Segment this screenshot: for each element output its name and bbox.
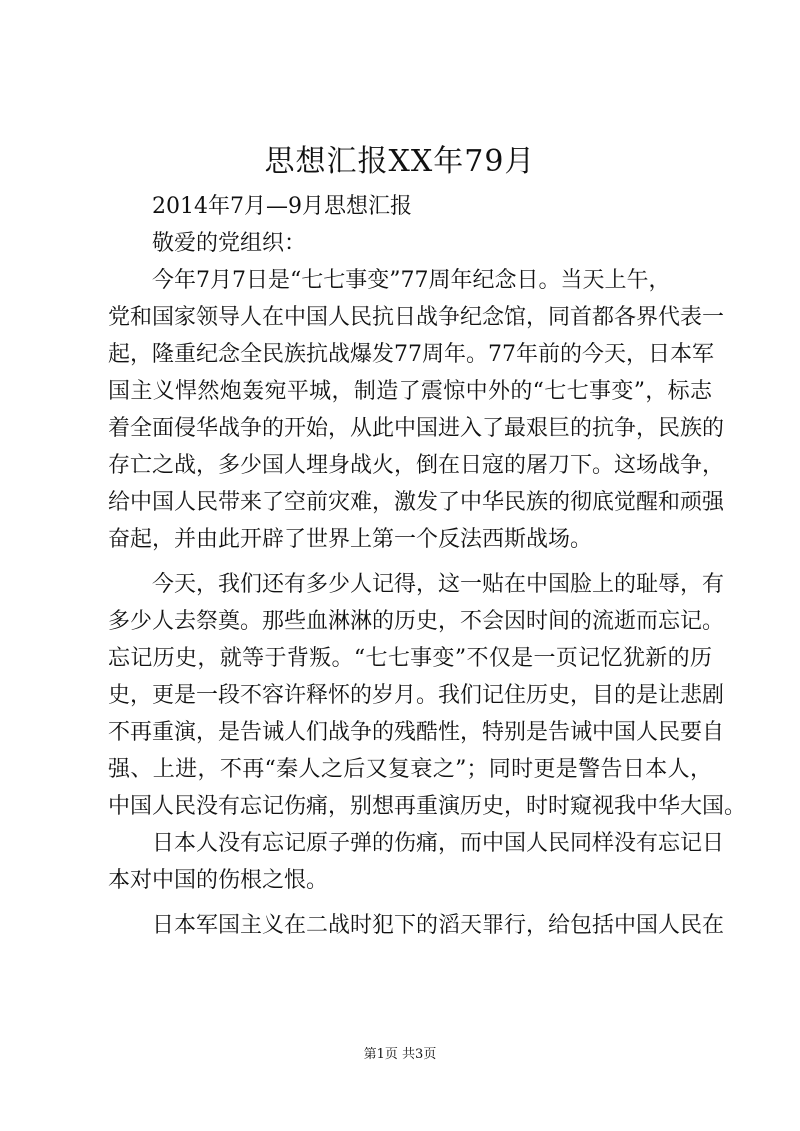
- text-line: 给中国人民带来了空前灾难，激发了中华民族的彻底觉醒和顽强: [108, 490, 725, 515]
- paragraph-gap: [108, 558, 712, 566]
- paragraph-3: [108, 825, 725, 899]
- subtitle-line: 2014年7月—9月思想汇报: [152, 194, 412, 219]
- text-line: 日本人没有忘记原子弹的伤痛，而中国人民同样没有忘记日: [152, 831, 725, 856]
- paragraph-4: [108, 907, 725, 944]
- text-line: 党和国家领导人在中国人民抗日战争纪念馆，同首都各界代表一: [108, 305, 725, 330]
- text-line: 着全面侵华战争的开始，从此中国进入了最艰巨的抗争，民族的: [108, 416, 725, 441]
- paragraph-gap: [108, 899, 712, 907]
- text-line: 存亡之战，多少国人埋身战火，倒在日寇的屠刀下。这场战争，: [108, 453, 725, 478]
- text-line: 日本军国主义在二战时犯下的滔天罪行，给包括中国人民在: [152, 913, 725, 938]
- document-title: 思想汇报XX年79月: [264, 144, 536, 179]
- text-line: 国主义悍然炮轰宛平城，制造了震惊中外的“七七事变”，标志: [108, 379, 712, 404]
- document-body: [108, 188, 747, 944]
- salutation-line: 敬爱的党组织：: [152, 231, 307, 256]
- text-line: 奋起，并由此开辟了世界上第一个反法西斯战场。: [108, 527, 593, 552]
- text-line: 今年7月7日是“七七事变”77周年纪念日。当天上午，: [152, 268, 671, 293]
- text-line: 本对中国的伤根之恨。: [108, 868, 329, 893]
- text-line: 强、上进，不再“秦人之后又复衰之”；同时更是警告日本人，: [108, 757, 712, 782]
- text-line: 起，隆重纪念全民族抗战爆发77周年。77年前的今天，日本军: [108, 342, 714, 367]
- text-line: 中国人民没有忘记伤痛，别想再重演历史，时时窥视我中华大国。: [108, 794, 747, 819]
- text-line: 史，更是一段不容许释怀的岁月。我们记住历史，目的是让悲剧: [108, 683, 725, 708]
- text-line: 不再重演，是告诫人们战争的残酷性，特别是告诫中国人民要自: [108, 720, 725, 745]
- text-line: 今天，我们还有多少人记得，这一贴在中国脸上的耻辱，有: [152, 572, 725, 597]
- text-line: 多少人去祭奠。那些血淋淋的历史，不会因时间的流逝而忘记。: [108, 609, 725, 634]
- paragraph-1: [108, 262, 725, 558]
- page-number: 第1页 共3页: [363, 1047, 437, 1062]
- text-line: 忘记历史，就等于背叛。“七七事变”不仅是一页记忆犹新的历: [108, 646, 712, 671]
- paragraph-2: [108, 566, 747, 825]
